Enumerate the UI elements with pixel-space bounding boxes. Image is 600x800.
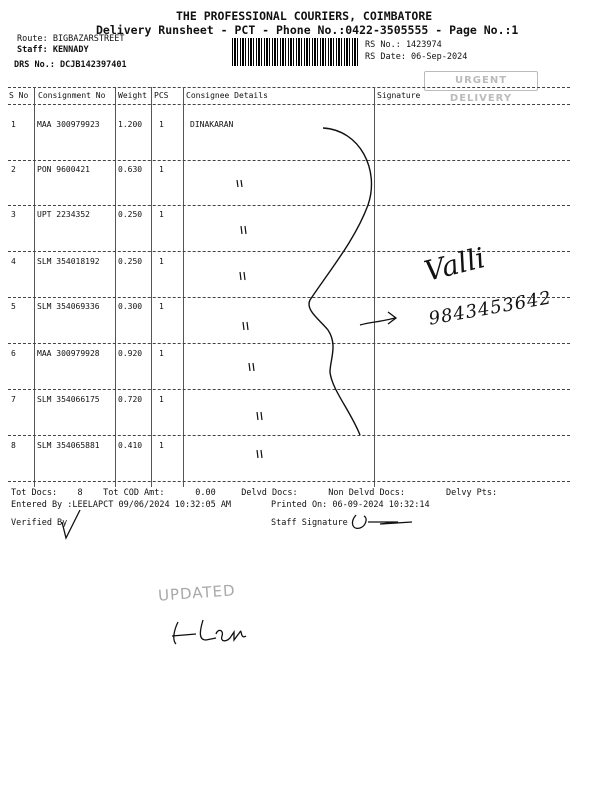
row-consignment: PON 9600421 — [37, 165, 90, 174]
row-sno: 3 — [11, 210, 16, 219]
row-weight: 0.410 — [118, 441, 143, 450]
verified-by-label: Verified By — [11, 518, 68, 528]
row-pcs: 1 — [159, 349, 164, 358]
printed-on: Printed On: 06-09-2024 10:32:14 — [271, 500, 430, 510]
row-pcs: 1 — [159, 257, 164, 266]
col-header-signature: Signature — [377, 91, 421, 100]
row-consignment: SLM 354065881 — [37, 441, 100, 450]
row-consignment: SLM 354018192 — [37, 257, 100, 266]
row-sno: 8 — [11, 441, 16, 450]
rs-date: RS Date: 06-Sep-2024 — [365, 52, 468, 62]
row-weight: 0.720 — [118, 395, 143, 404]
row-pcs: 1 — [159, 165, 164, 174]
row-weight: 0.250 — [118, 210, 143, 219]
row-sno: 6 — [11, 349, 16, 358]
row-sno: 5 — [11, 302, 16, 311]
ditto-marks — [237, 180, 262, 458]
row-sno: 1 — [11, 120, 16, 129]
row-weight: 0.300 — [118, 302, 143, 311]
col-header-consignment: Consignment No — [38, 91, 106, 100]
row-consignment: MAA 300979928 — [37, 349, 100, 358]
row-sno: 4 — [11, 257, 16, 266]
row-consignment: SLM 354069336 — [37, 302, 100, 311]
company-title: THE PROFESSIONAL COURIERS, COIMBATORE — [176, 9, 433, 23]
row-weight: 0.630 — [118, 165, 143, 174]
col-header-pcs: PCS — [154, 91, 169, 100]
updated-stamp: UPDATED — [157, 581, 237, 605]
row-sno: 2 — [11, 165, 16, 174]
urgent-delivery-stamp: URGENT DELIVERY — [424, 71, 538, 91]
staff-signature-scribble — [353, 515, 412, 528]
row-consignment: MAA 300979923 — [37, 120, 100, 129]
runsheet-subtitle: Delivery Runsheet - PCT - Phone No.:0422-3505555 - Page No.:1 — [96, 23, 519, 37]
row-sno: 7 — [11, 395, 16, 404]
row-weight: 0.250 — [118, 257, 143, 266]
staff-signature-label: Staff Signature — [271, 518, 348, 528]
handwritten-phone: 9843453642 — [427, 287, 554, 330]
verified-check-mark — [62, 510, 80, 538]
entered-by: Entered By :LEELAPCT 09/06/2024 10:32:05 AM — [11, 500, 232, 510]
bracket-curve — [309, 128, 371, 435]
route-label: Route: BIGBAZARSTREET — [17, 34, 125, 44]
staff-label: Staff: KENNADY — [17, 45, 89, 55]
row-weight: 1.200 — [118, 120, 143, 129]
row-weight: 0.920 — [118, 349, 143, 358]
row-pcs: 1 — [159, 210, 164, 219]
row-consignee: DINAKARAN — [190, 120, 234, 129]
row-pcs: 1 — [159, 441, 164, 450]
row-consignment: SLM 354066175 — [37, 395, 100, 404]
row-consignment: UPT 2234352 — [37, 210, 90, 219]
row-pcs: 1 — [159, 395, 164, 404]
totals-line: Tot Docs: 8 Tot COD Amt: 0.00 Delvd Docs: Non Delvd Docs: Delvy Pts: — [11, 488, 498, 498]
handwritten-name: Valli — [420, 241, 489, 288]
row-pcs: 1 — [159, 120, 164, 129]
rs-number: RS No.: 1423974 — [365, 40, 442, 50]
col-header-weight: Weight — [118, 91, 147, 100]
col-header-sno: S No — [9, 91, 29, 100]
arrow-mark — [360, 312, 396, 325]
drs-number: DRS No.: DCJB142397401 — [14, 60, 127, 70]
row-pcs: 1 — [159, 302, 164, 311]
bottom-signature-scribble — [172, 620, 246, 644]
col-header-consignee: Consignee Details — [186, 91, 268, 100]
